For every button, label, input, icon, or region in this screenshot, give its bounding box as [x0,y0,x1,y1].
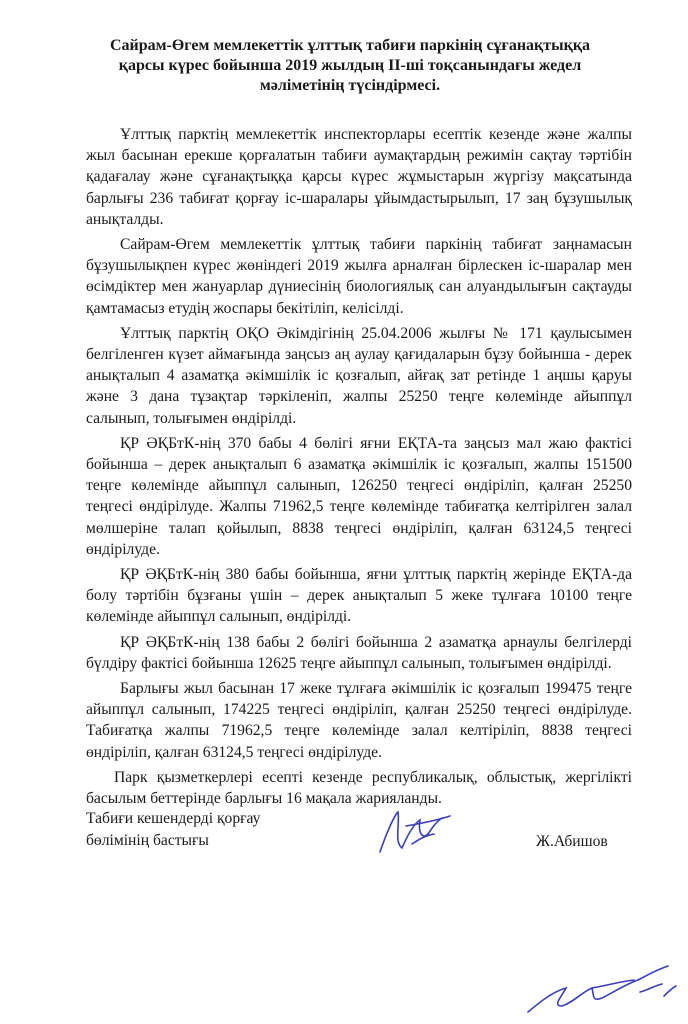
position-line-1: Табиғи кешендерді қорғау [86,810,261,827]
paragraph-2: Сайрам-Өгем мемлекеттік ұлттық табиғи паркінің табиғат заңнамасын бұзушылықпен күрес жөніндегі 2019 жылға арналған бірлескен іс-шаралар мен өсімдіктер мен жануарлар дүниесінің биологиялық сан алуандылығын сақтауды қамтамасыз етудің жоспары бекітіліп, келісілді. [86,236,632,317]
paragraph-6: ҚР ӘҚБтК-нің 138 бабы 2 бөлігі бойынша 2 азаматқа арнаулы белгілерді бүлдіру фактісі бойынша 12625 теңге айыппұл салынып, толығымен өндірілді. [86,633,632,672]
paragraph-1: Ұлттық парктің мемлекеттік инспекторлары есептік кезенде және жалпы жыл басынан ерекше қорғалатын табиғи аумақтардың режимін сақтау тәртібін қадағалау және сұғанақтыққа қарсы күрес жұмыстарын жүргізу мақсатында барлығы 236 табиғат қорғау іс-шаралары ұйымдастырылып, 17 заң бұзушылық анықталды. [86,126,632,228]
paragraph-3: Ұлттық парктің ОҚО Әкімдігінің 25.04.2006 жылғы № 171 қаулысымен белгіленген күзет аймағында заңсыз аң аулау қағидаларын бұзу бойынша - дерек анықталып 4 азаматқа әкімшілік іс қозғалып, айғақ зат ретінде 1 аңшы қаруы және 3 дана тұзақтар тәркіленіп, жалпы 25250 теңге көлемінде айыппұл салынып, толығымен өндірілді. [86,324,632,427]
title-line-1: Сайрам-Өгем мемлекеттік ұлттық табиғи паркінің сұғанақтыққа [109,37,591,54]
paragraph-7: Барлығы жыл басынан 17 жеке тұлғаға әкімшілік іс қозғалып 199475 теңге айыппұл салынып, 174225 теңгесі өндіріліп, қалған 25250 теңгесі өндірілуде. Табиғатқа жалпы 71962,5 теңге көлемінде залал келтіріліп, 8838 теңгесі өндіріліп, қалған 63124,5 теңгесі өндірілуде. [86,680,632,761]
title-line-2: қарсы күрес бойынша 2019 жылдың ІІ-ші тоқсанындағы жедел [118,57,582,74]
handwritten-initial-signature [522,962,682,1018]
signatory-name: Ж.Абишов [536,833,608,850]
title-line-3: мәліметінің түсіндірмесі. [259,77,441,94]
position-line-2: бөлімінің бастығы [86,832,209,849]
paragraph-4: ҚР ӘҚБтК-нің 370 бабы 4 бөлігі яғни ЕҚТА-та заңсыз мал жаю фактісі бойынша – дерек анықталып 6 азаматқа әкімшілік іс қозғалып, жалпы 151500 теңге көлемінде айыппұл салынып, 126250 теңгесі өндіріліп, қалған 25250 теңгесі өндірілуде. Жалпы 71962,5 теңге көлемінде табиғатқа келтірілген залал мөлшеріне талап қойылып, 8838 теңгесі өндіріліп, қалған 63124,5 теңгесі өндірілуде. [86,434,632,558]
document-title [70,36,630,96]
document-body [86,124,632,813]
signatory-position [86,808,346,852]
handwritten-signature [372,804,462,864]
paragraph-5: ҚР ӘҚБтК-нің 380 бабы бойынша, яғни ұлттық парктің жерінде ЕҚТА-да болу тәртібін бұзғаны үшін – дерек анықталып 5 жеке тұлғаға 10100 теңге көлемінде айыппұл салынып, өндірілді. [86,566,632,626]
paragraph-8: Парк қызметкерлері есепті кезенде республикалық, облыстық, жергілікті басылым беттерінде барлығы 16 мақала жарияланды. [86,768,632,808]
